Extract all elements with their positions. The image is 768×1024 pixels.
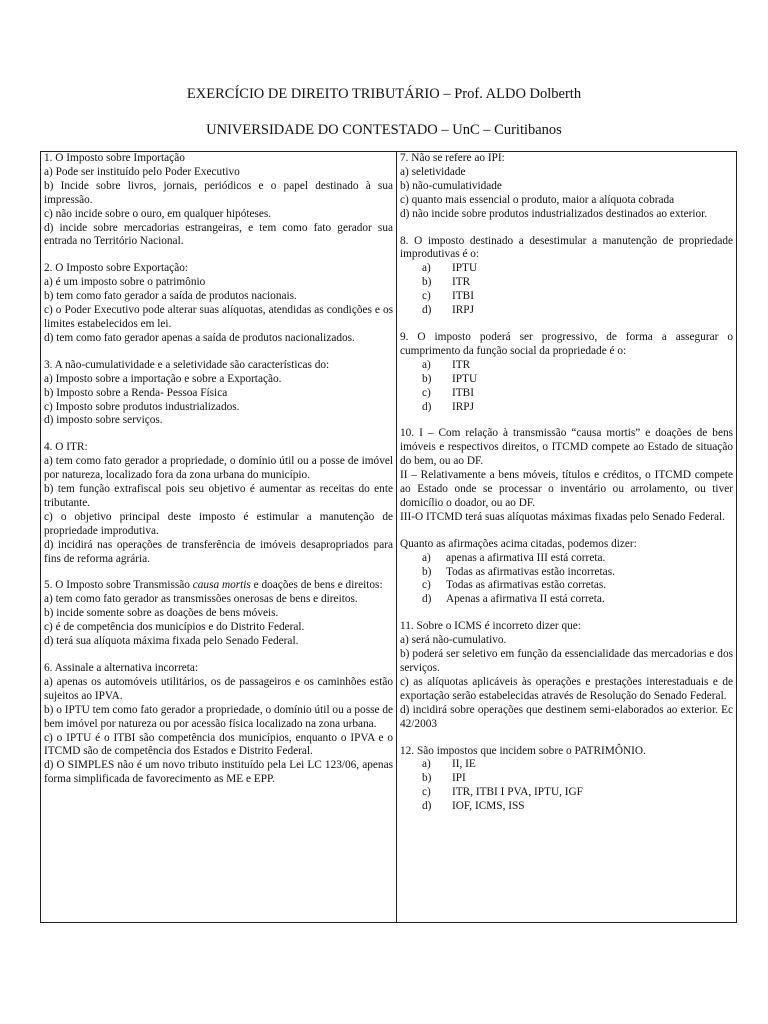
exercise-table xyxy=(40,151,737,923)
option-c: c) ITBI xyxy=(422,386,474,399)
option-a: a) será não-cumulativo. xyxy=(400,634,507,647)
option-b: b) não-cumulatividade xyxy=(400,179,502,192)
option-b: b) tem função extrafiscal pois seu objetivo é aumentar as receitas do ente tributante. xyxy=(44,483,393,509)
option-b: b) tem como fato gerador a saída de produtos nacionais. xyxy=(44,290,297,303)
question-1 xyxy=(44,152,393,249)
question-title: 9. O imposto poderá ser progressivo, de forma a assegurar o cumprimento da função social da propriedade é o: xyxy=(400,330,733,357)
option-a: a) IPTU xyxy=(422,262,478,275)
option-a: a) apenas os automóveis utilitários, os de passageiros e os caminhões estão sujeitos ao IPVA. xyxy=(44,675,393,702)
option-c: c) ITBI xyxy=(422,290,474,303)
option-c: c) o objetivo principal deste imposto é estimular a manutenção de propriedade improdutiva. xyxy=(44,510,393,537)
option-a: a) Imposto sobre a importação e sobre a Exportação. xyxy=(44,372,282,385)
question-7 xyxy=(400,152,733,222)
question-3 xyxy=(44,359,393,429)
option-c: c) as alíquotas aplicáveis às operações e prestações interestaduais e de exportação serão estabelecidas através de Resolução do Senado Federal. xyxy=(400,675,733,702)
question-title: 11. Sobre o ICMS é incorreto dizer que: xyxy=(400,620,581,633)
option-d: d) incide sobre mercadorias estrangeiras, e tem como fato gerador sua entrada no Território Nacional. xyxy=(44,221,393,248)
question-4 xyxy=(44,441,393,566)
option-a: a) tem como fato gerador as transmissões onerosas de bens e direitos. xyxy=(44,593,358,606)
question-12 xyxy=(400,745,733,815)
question-8 xyxy=(400,235,733,318)
option-d: d) incidirá sobre operações que destinem semi-elaborados ao exterior. Ec 42/2003 xyxy=(400,703,733,730)
option-c: c) o IPTU é o ITBI são competência dos municípios, enquanto o IPVA e o ITCMD são de competência dos Estados e Distrito Federal. xyxy=(44,731,393,758)
option-b: b) IPTU xyxy=(422,372,478,385)
option-d: d) tem como fato gerador apenas a saída de produtos nacionalizados. xyxy=(44,331,355,344)
option-c: c) Imposto sobre produtos industrializados. xyxy=(44,400,240,413)
question-title: 1. O Imposto sobre Importação xyxy=(44,152,185,164)
option-b: b) Incide sobre livros, jornais, periódicos e o papel destinado à sua impressão. xyxy=(44,179,393,206)
option-c: c) não incide sobre o ouro, em qualquer hipóteses. xyxy=(44,207,272,220)
option-b: b) o IPTU tem como fato gerador a propriedade, o domínio útil ou a posse de bem imóvel por natureza ou por acessão física localizado na zona urbana. xyxy=(44,703,393,730)
option-d: d) imposto sobre serviços. xyxy=(44,414,163,427)
statement-i: 10. I – Com relação à transmissão “causa mortis” e doações de bens imóveis e respectivos direitos, o ITCMD compete ao Estado de situação do bem, ou ao DF. xyxy=(400,427,733,468)
option-d: d) IOF, ICMS, ISS xyxy=(422,800,525,813)
option-d: d) incidirá nas operações de transferência de imóveis desapropriados para fins de reforma agrária. xyxy=(44,538,393,565)
question-title: 3. A não-cumulatividade e a seletividade são características do: xyxy=(44,358,330,371)
option-d: d) Apenas a afirmativa II está correta. xyxy=(422,593,605,606)
option-a: a) Pode ser instituído pelo Poder Executivo xyxy=(44,165,240,178)
option-c: c) é de competência dos municípios e do Distrito Federal. xyxy=(44,621,305,634)
option-a: a) é um imposto sobre o patrimônio xyxy=(44,276,206,289)
question-lead: Quanto as afirmações acima citadas, podemos dizer: xyxy=(400,537,637,550)
option-a: a) ITR xyxy=(422,358,471,371)
left-column xyxy=(41,152,397,922)
option-b: b) incide somente sobre as doações de bens móveis. xyxy=(44,607,279,620)
option-c: c) quanto mais essencial o produto, maior a alíquota cobrada xyxy=(400,193,675,206)
option-c: c) o Poder Executivo pode alterar suas alíquotas, atendidas as condições e os limites estabelecidos em lei. xyxy=(44,304,393,330)
option-b: b) Imposto sobre a Renda- Pessoa Física xyxy=(44,386,228,399)
option-a: a) seletividade xyxy=(400,165,466,178)
statement-iii: III-O ITCMD terá suas alíquotas máximas fixadas pelo Senado Federal. xyxy=(400,510,726,523)
question-title: 8. O imposto destinado a desestimular a manutenção de propriedade improdutivas é o: xyxy=(400,234,733,261)
option-d: d) IRPJ xyxy=(422,304,474,317)
question-6 xyxy=(44,662,393,787)
option-b: b) Todas as afirmativas estão incorretas. xyxy=(422,565,615,578)
option-c: c) ITR, ITBI I PVA, IPTU, IGF xyxy=(422,786,583,799)
question-title: 6. Assinale a alternativa incorreta: xyxy=(44,662,199,674)
question-9 xyxy=(400,331,733,414)
option-d: d) terá sua alíquota máxima fixada pelo Senado Federal. xyxy=(44,635,299,648)
document-subtitle: UNIVERSIDADE DO CONTESTADO – UnC – Curitibanos xyxy=(206,122,562,138)
option-d: d) IRPJ xyxy=(422,400,474,413)
option-a: a) II, IE xyxy=(422,758,476,771)
question-title: 4. O ITR: xyxy=(44,441,88,454)
option-b: b) IPI xyxy=(422,772,466,785)
question-title: 7. Não se refere ao IPI: xyxy=(400,152,505,164)
question-title: 12. São impostos que incidem sobre o PATRIMÔNIO. xyxy=(400,744,646,757)
option-c: c) Todas as afirmativas estão corretas. xyxy=(422,579,607,592)
question-5 xyxy=(44,579,393,649)
question-2 xyxy=(44,262,393,345)
right-column xyxy=(397,152,736,922)
option-b: b) ITR xyxy=(422,276,471,289)
question-title: 2. O Imposto sobre Exportação: xyxy=(44,262,189,275)
option-b: b) poderá ser seletivo em função da essencialidade das mercadorias e dos serviços. xyxy=(400,648,733,674)
option-a: a) apenas a afirmativa III está correta. xyxy=(422,551,606,564)
option-d: d) não incide sobre produtos industrializados destinados ao exterior. xyxy=(400,207,708,220)
document-title: EXERCÍCIO DE DIREITO TRIBUTÁRIO – Prof. ALDO Dolberth xyxy=(186,86,582,102)
option-a: a) tem como fato gerador a propriedade, o domínio útil ou a posse de imóvel por natureza, localizado fora da zona urbana do município. xyxy=(44,455,393,482)
question-title: 5. O Imposto sobre Transmissão causa mortis e doações de bens e direitos: xyxy=(44,579,383,592)
question-10 xyxy=(400,427,733,607)
statement-ii: II – Relativamente a bens móveis, títulos e créditos, o ITCMD compete ao Estado onde se processar o inventário ou arrolamento, ou tiver domicílio o doador, ou ao DF. xyxy=(400,469,733,509)
question-11 xyxy=(400,620,733,731)
option-d: d) O SIMPLES não é um novo tributo instituído pela Lei LC 123/06, apenas forma simplificada de favorecimento as ME e EPP. xyxy=(44,759,393,786)
